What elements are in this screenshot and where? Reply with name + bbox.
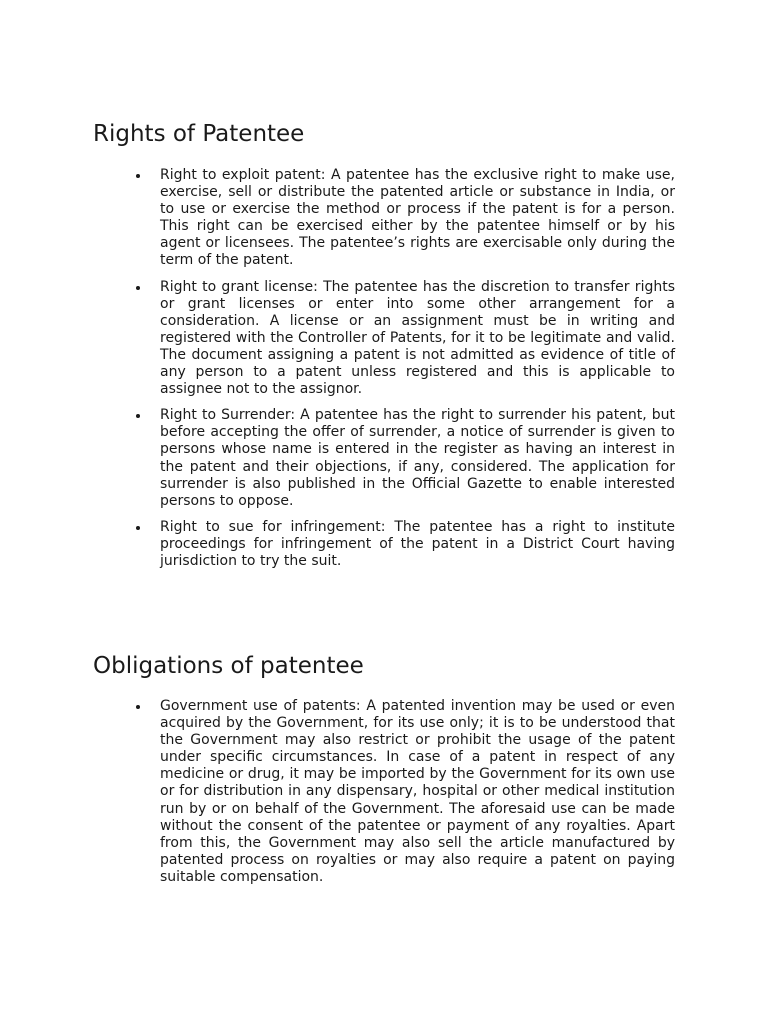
- section-heading-obligations: Obligations of patentee: [93, 653, 364, 679]
- bullet-icon: [136, 286, 140, 290]
- list-item-text: Right to Surrender: A patentee has the right to surrender his patent, but before accepting the offer of surrender, a notice of surrender is given to persons whose name is entered in the register as having an interest in the patent and their objections, if any, considered. The application for surrender is also published in the Official Gazette to enable interested persons to oppose.: [160, 407, 675, 509]
- list-item: [0, 167, 675, 270]
- section-heading-rights: Rights of Patentee: [93, 121, 305, 147]
- list-item-text: Government use of patents: A patented invention may be used or even acquired by the Government, for its use only; it is to be understood that the Government may also restrict or prohibit the usage of the patent under specific circumstances. In case of a patent in respect of any medicine or drug, it may be imported by the Government for its own use or for distribution in any dispensary, hospital or other medical institution run by or on behalf of the Government. The aforesaid use can be made without the consent of the patentee or payment of any royalties. Apart from this, the Government may also sell the article manufactured by patented process on royalties or may also require a patent on paying suitable compensation.: [160, 698, 675, 885]
- bullet-icon: [136, 414, 140, 418]
- list-item-text: Right to grant license: The patentee has the discretion to transfer rights or grant licenses or enter into some other arrangement for a consideration. A license or an assignment must be in writing and registered with the Controller of Patents, for it to be legitimate and valid. The document assigning a patent is not admitted as evidence of title of any person to a patent unless registered and this is applicable to assignee not to the assignor.: [160, 278, 675, 398]
- bullet-icon: [136, 705, 140, 709]
- list-item-text: Right to sue for infringement: The patentee has a right to institute proceedings for infringement of the patent in a District Court having jurisdiction to try the suit.: [160, 518, 675, 569]
- rights-list: [0, 167, 675, 579]
- list-item: [0, 519, 675, 570]
- list-item-text: Right to exploit patent: A patentee has the exclusive right to make use, exercise, sell or distribute the patented article or substance in India, or to use or exercise the method or process if the patent is for a person. This right can be exercised either by the patentee himself or by his agent or licensees. The patentee’s rights are exercisable only during the term of the patent.: [160, 167, 675, 269]
- list-item: [0, 698, 675, 886]
- obligations-list: [0, 698, 675, 895]
- list-item: [0, 407, 675, 510]
- bullet-icon: [136, 526, 140, 530]
- bullet-icon: [136, 174, 140, 178]
- list-item: [0, 279, 675, 399]
